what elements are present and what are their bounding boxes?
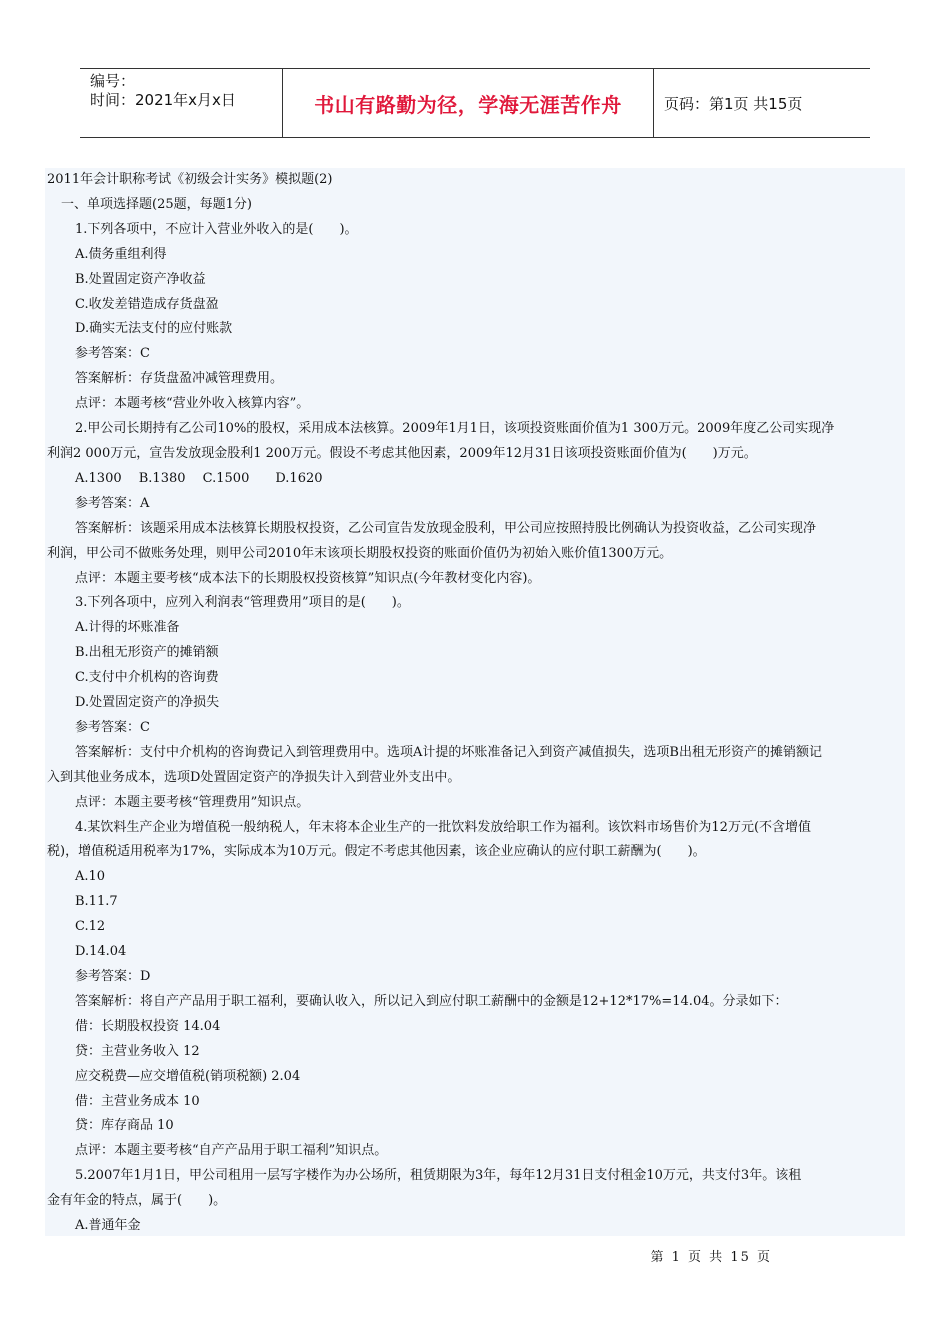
journal-entry-line: 应交税费—应交增值税(销项税额) 2.04 (75, 1068, 301, 1084)
journal-entry-line: 贷：库存商品 10 (75, 1118, 174, 1134)
question-3-analysis-line-1: 答案解析：支付中介机构的咨询费记入到管理费用中。选项A计提的坏账准备记入到资产减值损失，选项B出租无形资产的摊销额记 (75, 744, 822, 760)
question-1-option-d: D.确实无法支付的应付账款 (75, 321, 233, 337)
question-1-stem: 1.下列各项中，不应计入营业外收入的是( )。 (75, 221, 358, 237)
question-4-answer: 参考答案：D (75, 969, 151, 984)
question-5-stem-line-2: 金有年金的特点，属于( )。 (47, 1193, 227, 1209)
question-1-comment: 点评：本题考核“营业外收入核算内容”。 (75, 396, 310, 412)
question-2-answer: 参考答案：A (75, 495, 150, 511)
question-1-option-a: A.债务重组利得 (75, 246, 167, 262)
question-2-comment: 点评：本题主要考核“成本法下的长期股权投资核算”知识点(今年教材变化内容)。 (75, 570, 541, 586)
question-4-option-a: A.10 (75, 869, 106, 885)
document-title: 2011年会计职称考试《初级会计实务》模拟题(2) (47, 172, 333, 187)
question-4-option-d: D.14.04 (75, 944, 127, 960)
question-3-analysis-line-2: 入到其他业务成本，选项D处置固定资产的净损失计入到营业外支出中。 (47, 769, 461, 785)
question-4-stem-line-2: 税)，增值税适用税率为17%，实际成本为10万元。假定不考虑其他因素，该企业应确认的应付职工薪酬为( )。 (47, 844, 706, 860)
question-5-stem-line-1: 5.2007年1月1日，甲公司租用一层写字楼作为办公场所，租赁期限为3年，每年12月31日支付租金10万元，共支付3年。该租 (75, 1168, 802, 1184)
page-header (80, 68, 870, 138)
question-3-option-a: A.计得的坏账准备 (75, 620, 180, 636)
question-3-option-d: D.处置固定资产的净损失 (75, 695, 220, 711)
question-5-option-a: A.普通年金 (75, 1218, 141, 1234)
question-1-answer: 参考答案：C (75, 346, 150, 362)
page-footer: 第 1 页 共 15 页 (650, 1250, 772, 1265)
question-4-option-b: B.11.7 (75, 894, 118, 910)
question-3-option-b: B.出租无形资产的摊销额 (75, 645, 219, 661)
question-4-option-c: C.12 (75, 919, 106, 935)
journal-entry-line: 借：主营业务成本 10 (75, 1093, 200, 1109)
question-4-analysis: 答案解析：将自产产品用于职工福利，要确认收入，所以记入到应付职工薪酬中的金额是12+12*17%=14.04。分录如下： (75, 993, 788, 1009)
question-2-analysis-line-1: 答案解析：该题采用成本法核算长期股权投资，乙公司宣告发放现金股利，甲公司应按照持股比例确认为投资收益，乙公司实现净 (75, 520, 817, 536)
question-1-analysis: 答案解析：存货盘盈冲减管理费用。 (75, 371, 284, 387)
document-date-label: 时间：2021年x月x日 (90, 91, 236, 109)
question-3-answer: 参考答案：C (75, 719, 150, 735)
question-3-stem: 3.下列各项中，应列入利润表“管理费用”项目的是( )。 (75, 595, 410, 611)
question-2-stem-line-1: 2.甲公司长期持有乙公司10%的股权，采用成本法核算。2009年1月1日，该项投资账面价值为1 300万元。2009年度乙公司实现净 (75, 421, 835, 437)
question-2-analysis-line-2: 利润，甲公司不做账务处理，则甲公司2010年末该项长期股权投资的账面价值仍为初始入账价值1300万元。 (47, 545, 673, 561)
question-3-comment: 点评：本题主要考核“管理费用”知识点。 (75, 794, 310, 810)
question-1-option-b: B.处置固定资产净收益 (75, 271, 206, 287)
journal-entry-line: 借：长期股权投资 14.04 (75, 1018, 221, 1034)
document-number-label: 编号： (90, 72, 136, 90)
header-page-number: 页码：第1页 共15页 (664, 94, 803, 113)
question-4-stem-line-1: 4.某饮料生产企业为增值税一般纳税人，年末将本企业生产的一批饮料发放给职工作为福利。该饮料市场售价为12万元(不含增值 (75, 819, 812, 835)
header-meta (80, 69, 282, 137)
document-body (45, 168, 905, 1236)
question-4-comment: 点评：本题主要考核“自产产品用于职工福利”知识点。 (75, 1143, 388, 1159)
section-heading: 一、单项选择题(25题，每题1分) (61, 196, 252, 212)
question-1-option-c: C.收发差错造成存货盘盈 (75, 296, 219, 312)
question-2-stem-line-2: 利润2 000万元，宣告发放现金股利1 200万元。假设不考虑其他因素，2009年12月31日该项投资账面价值为( )万元。 (47, 445, 757, 461)
question-2-options: A.1300 B.1380 C.1500 D.1620 (75, 470, 323, 486)
journal-entry-line: 贷：主营业务收入 12 (75, 1043, 200, 1059)
question-3-option-c: C.支付中介机构的咨询费 (75, 670, 219, 686)
header-motto: 书山有路勤为径，学海无涯苦作舟 (282, 69, 654, 137)
